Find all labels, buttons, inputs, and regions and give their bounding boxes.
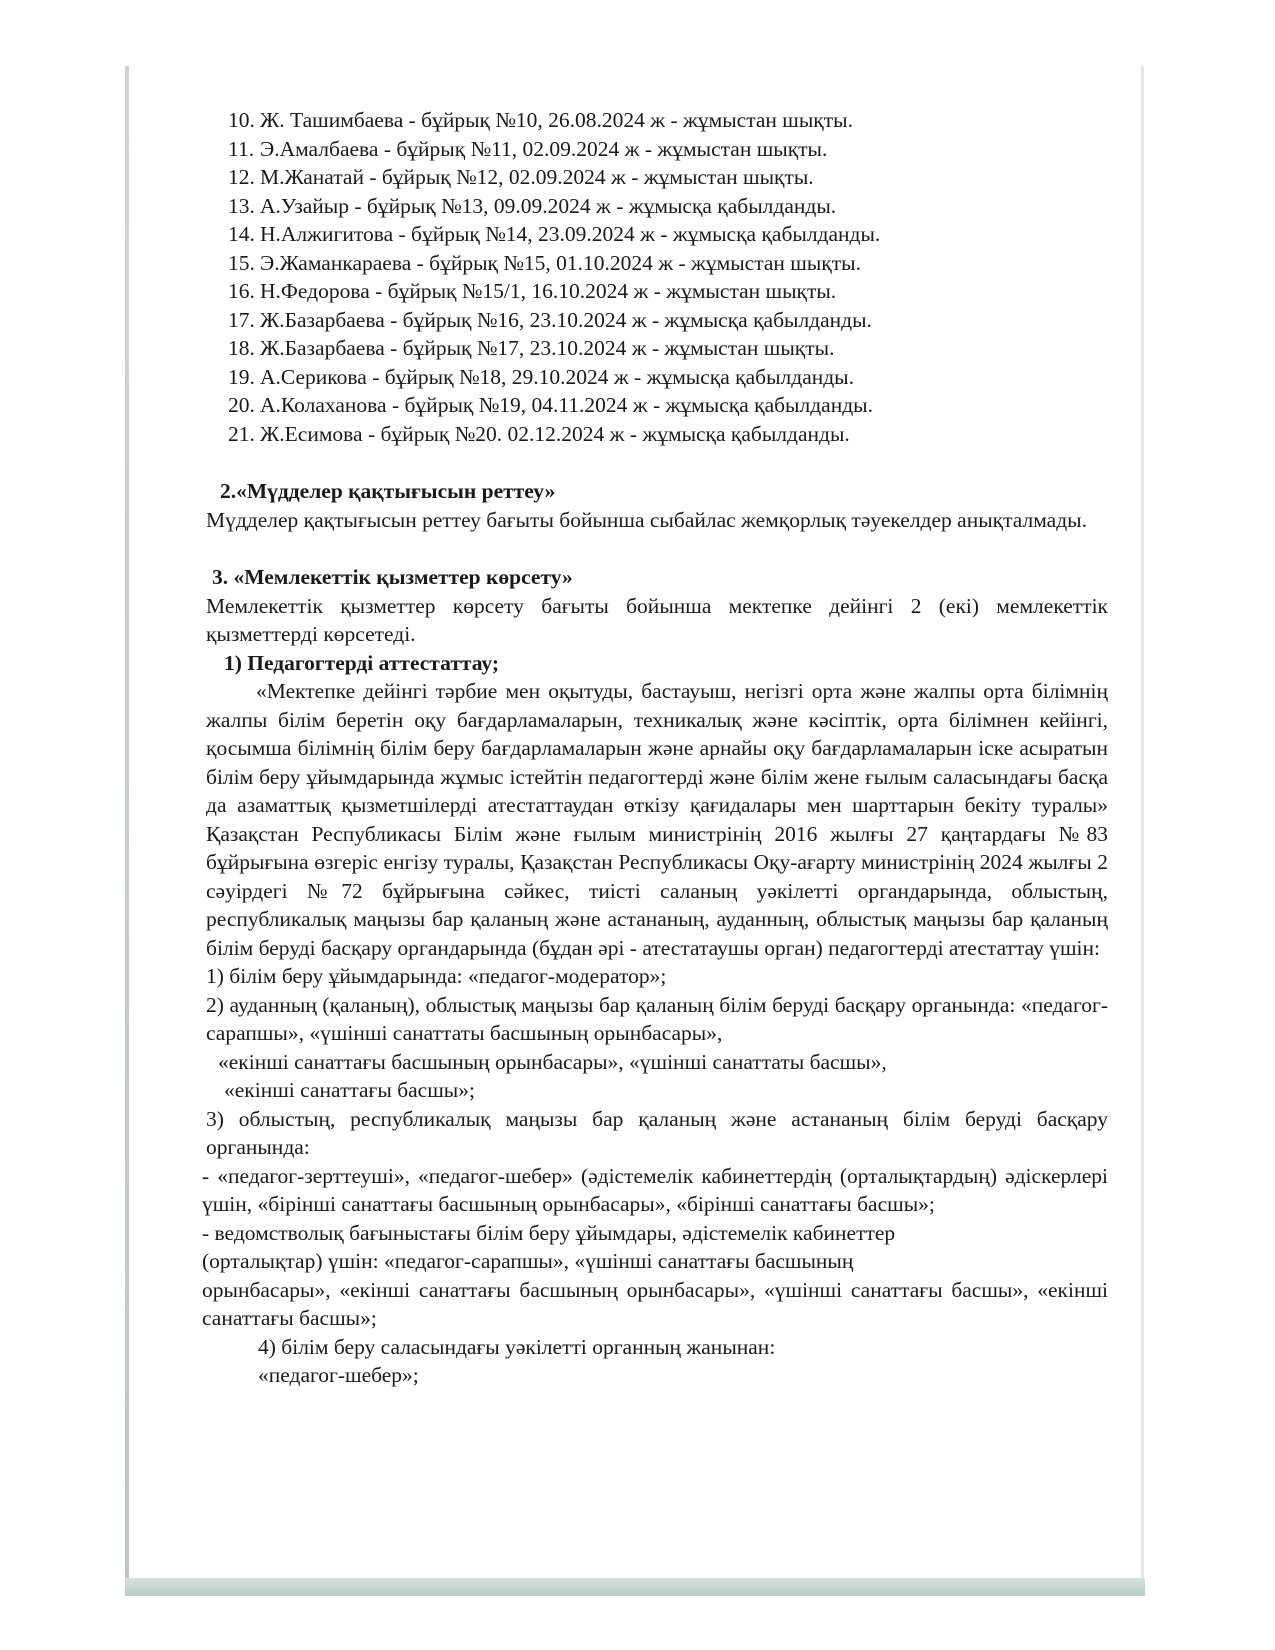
list-item: 14. Н.Алжигитова - бұйрық №14, 23.09.2024 ж - жұмысқа қабылданды. xyxy=(228,222,881,246)
list-item: 11. Э.Амалбаева - бұйрық №11, 02.09.2024 ж - жұмыстан шықты. xyxy=(228,136,828,161)
section-3-intro: Мемлекеттік қызметтер көрсету бағыты бойынша мектепке дейінгі 2 (екі) мемлекеттік қызметтерді көрсетеді. xyxy=(206,593,1108,646)
employee-list xyxy=(218,106,1108,448)
list-item: 18. Ж.Базарбаева - бұйрық №17, 23.10.2024 ж - жұмыстан шықты. xyxy=(228,336,835,360)
item-4a: «педагог-шебер»; xyxy=(258,1363,419,1387)
list-item: 16. Н.Федорова - бұйрық №15/1, 16.10.2024 ж - жұмыстан шықты. xyxy=(228,279,837,303)
list-item: 15. Э.Жаманкараева - бұйрық №15, 01.10.2024 ж - жұмыстан шықты. xyxy=(228,250,861,275)
scan-left-edge xyxy=(125,66,129,1596)
item-3: 3) облыстың, республикалық маңызы бар қаланың және астананың білім беруді басқару органында: xyxy=(206,1106,1108,1159)
document-page xyxy=(202,106,1108,1390)
item-2b: «екінші санаттағы басшының орынбасары», «үшінші санаттаты басшы», xyxy=(218,1049,887,1074)
scan-bottom-edge xyxy=(125,1578,1145,1596)
item-2: 2) ауданның (қаланың), облыстық маңызы бар қаланың білім беруді басқару органында: «педагог-сарапшы», «үшінші санаттаты басшының орынбасары», xyxy=(206,992,1108,1045)
list-item: 10. Ж. Ташимбаева - бұйрық №10, 26.08.2024 ж - жұмыстан шықты. xyxy=(228,108,853,132)
list-item: 19. А.Серикова - бұйрық №18, 29.10.2024 ж - жұмысқа қабылданды. xyxy=(228,364,855,389)
item-3b-line2: (орталықтар) үшін: «педагог-сарапшы», «үшінші санаттағы басшының xyxy=(202,1249,854,1273)
item-3b-line1: - ведомстволық бағыныстағы білім беру ұйымдары, әдістемелік кабинеттер xyxy=(202,1220,896,1245)
section-3-heading: 3. «Мемлекеттік қызметтер көрсету» xyxy=(212,565,573,589)
item-3b-line3: орынбасары», «екінші санаттағы басшының орынбасары», «үшінші санаттағы басшы», «екінші санаттағы басшы»; xyxy=(202,1277,1108,1330)
list-item: 12. М.Жанатай - бұйрық №12, 02.09.2024 ж - жұмыстан шықты. xyxy=(228,165,814,189)
list-item: 20. А.Колаханова - бұйрық №19, 04.11.2024 ж - жұмысқа қабылданды. xyxy=(228,393,873,417)
spacer xyxy=(218,534,1108,563)
scan-right-edge xyxy=(1141,66,1144,1596)
item-1: 1) білім беру ұйымдарында: «педагог-модератор»; xyxy=(206,964,667,988)
list-item: 17. Ж.Базарбаева - бұйрық №16, 23.10.2024 ж - жұмысқа қабылданды. xyxy=(228,307,872,332)
list-item: 21. Ж.Есимова - бұйрық №20. 02.12.2024 ж - жұмысқа қабылданды. xyxy=(228,421,850,446)
item-3a: - «педагог-зерттеуші», «педагог-шебер» (әдістемелік кабинеттердің (орталықтардың) әдіскерлері үшін, «бірінші санаттағы басшының орынбасары», «бірінші санаттағы басшы»; xyxy=(202,1163,1108,1216)
subheading-attestation: 1) Педагогтерді аттестаттау; xyxy=(224,650,499,675)
list-item: 13. А.Узайыр - бұйрық №13, 09.09.2024 ж - жұмысқа қабылданды. xyxy=(228,193,837,218)
spacer xyxy=(218,448,1108,477)
section-2-heading: 2.«Мүдделер қақтығысын реттеу» xyxy=(220,479,556,503)
section-2-body: Мүдделер қақтығысын реттеу бағыты бойынша сыбайлас жемқорлық тәуекелдер анықталмады. xyxy=(206,507,1087,532)
attestation-paragraph: «Мектепке дейінгі тәрбие мен оқытуды, бастауыш, негізгі орта және жалпы орта білімнің жалпы білім беретін оқу бағдарламаларын, техникалық және кәсіптік, орта білімнен кейінгі, қосымша білімнің білім беру бағдарламаларын және арнайы оқу бағдарламаларын іске асыратын білім беру ұйымдарында жұмыс істейтін педагогтерді және білім жене ғылым саласындағы басқа да азаматтық қызметшілерді атестаттаудан өткізу қағидалары мен шарттарын бекіту туралы» Қазақстан Республикасы Білім және ғылым министрінің 2016 жылғы 27 қаңтардағы №83 бұйрығына өзгеріс енгізу туралы, Қазақстан Республикасы Оқу-ағарту министрінің 2024 жылғы 2 сәуірдегі №72 бұйрығына сәйкес, тиісті саланың уәкілетті органдарында, облыстың, республикалық маңызы бар қаланың және астананың, ауданның, облыстық маңызы бар қаланың білім беруді басқару органдарында (бұдан әрі - атестатаушы орган) педагогтерді атестаттау үшін: xyxy=(206,679,1108,960)
item-4: 4) білім беру саласындағы уәкілетті органның жанынан: xyxy=(258,1334,776,1359)
item-2c: «екінші санаттағы басшы»; xyxy=(224,1078,475,1102)
